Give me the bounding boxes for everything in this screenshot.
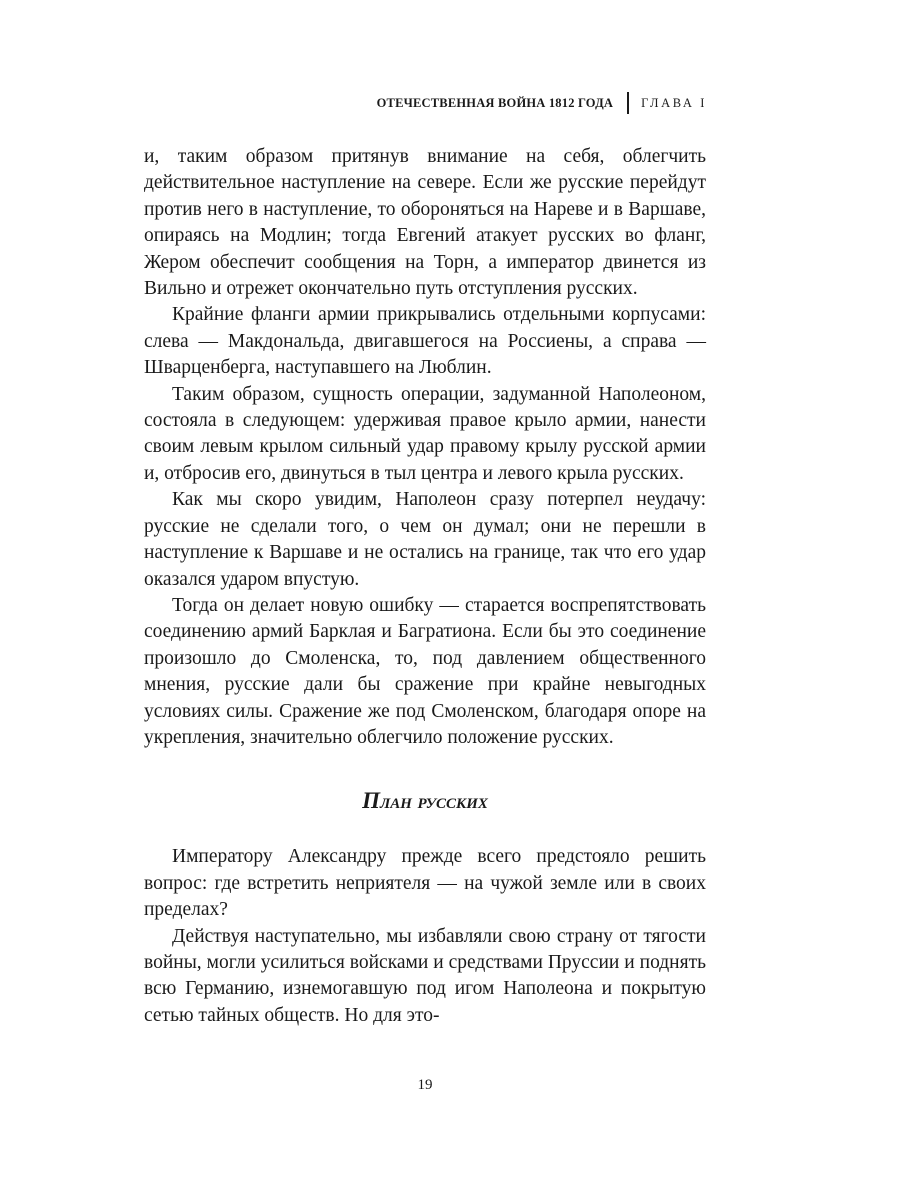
running-head — [377, 92, 707, 114]
section-heading — [144, 788, 706, 814]
running-head-chapter: ГЛАВА I — [641, 95, 707, 110]
paragraph-4: Как мы скоро увидим, Наполеон сразу потерпел неудачу: русские не сделали того, о чем он думал; они не перешли в наступление к Варшаве и не остались на границе, так что его удар оказался ударом впустую. — [144, 489, 706, 590]
running-head-divider — [627, 92, 629, 114]
text-body — [144, 144, 706, 1029]
section-heading-initial: П — [362, 788, 381, 814]
paragraph-3: Таким образом, сущность операции, задуманной Наполеоном, состояла в следующем: удерживая правое крыло армии, нанести своим левым крылом сильный удар правому крылу русской армии и, отбросив его, двинуться в тыл центра и левого крыла русских. — [144, 383, 706, 484]
paragraph-2: Крайние фланги армии прикрывались отдельными корпусами: слева — Макдональда, двигавшегося на Россиены, а справа — Шварценберга, наступавшего на Люблин. — [144, 304, 706, 379]
running-head-book-title: ОТЕЧЕСТВЕННАЯ ВОЙНА 1812 ГОДА — [376, 95, 614, 110]
section-heading-rest: лан русских — [380, 788, 488, 814]
page-number: 19 — [417, 1077, 433, 1093]
paragraph-1: и, таким образом притянув внимание на себя, облегчить действительное наступление на севере. Если же русские перейдут против него в наступление, то обороняться на Нареве и в Варшаве, опираясь на Модлин; тогда Евгений атакует русских во фланг, Жером обеспечит сообщения на Торн, а император двинется из Вильно и отрежет окончательно путь отступления русских. — [144, 146, 706, 300]
paragraph-7: Действуя наступательно, мы избавляли свою страну от тягости войны, могли усилиться войсками и средствами Пруссии и поднять всю Германию, изнемогавшую под игом Наполеона и покрытую сетью тайных обществ. Но для это- — [144, 925, 706, 1026]
paragraph-5: Тогда он делает новую ошибку — старается воспрепятствовать соединению армий Барклая и Багратиона. Если бы это соединение произошло до Смоленска, то, под давлением общественного мнения, русские дали бы сражение при крайне невыгодных условиях силы. Сражение же под Смоленском, благодаря опоре на укрепления, значительно облегчило положение русских. — [144, 594, 706, 748]
paragraph-6: Императору Александру прежде всего предстояло решить вопрос: где встретить неприятеля — на чужой земле или в своих пределах? — [144, 846, 706, 921]
